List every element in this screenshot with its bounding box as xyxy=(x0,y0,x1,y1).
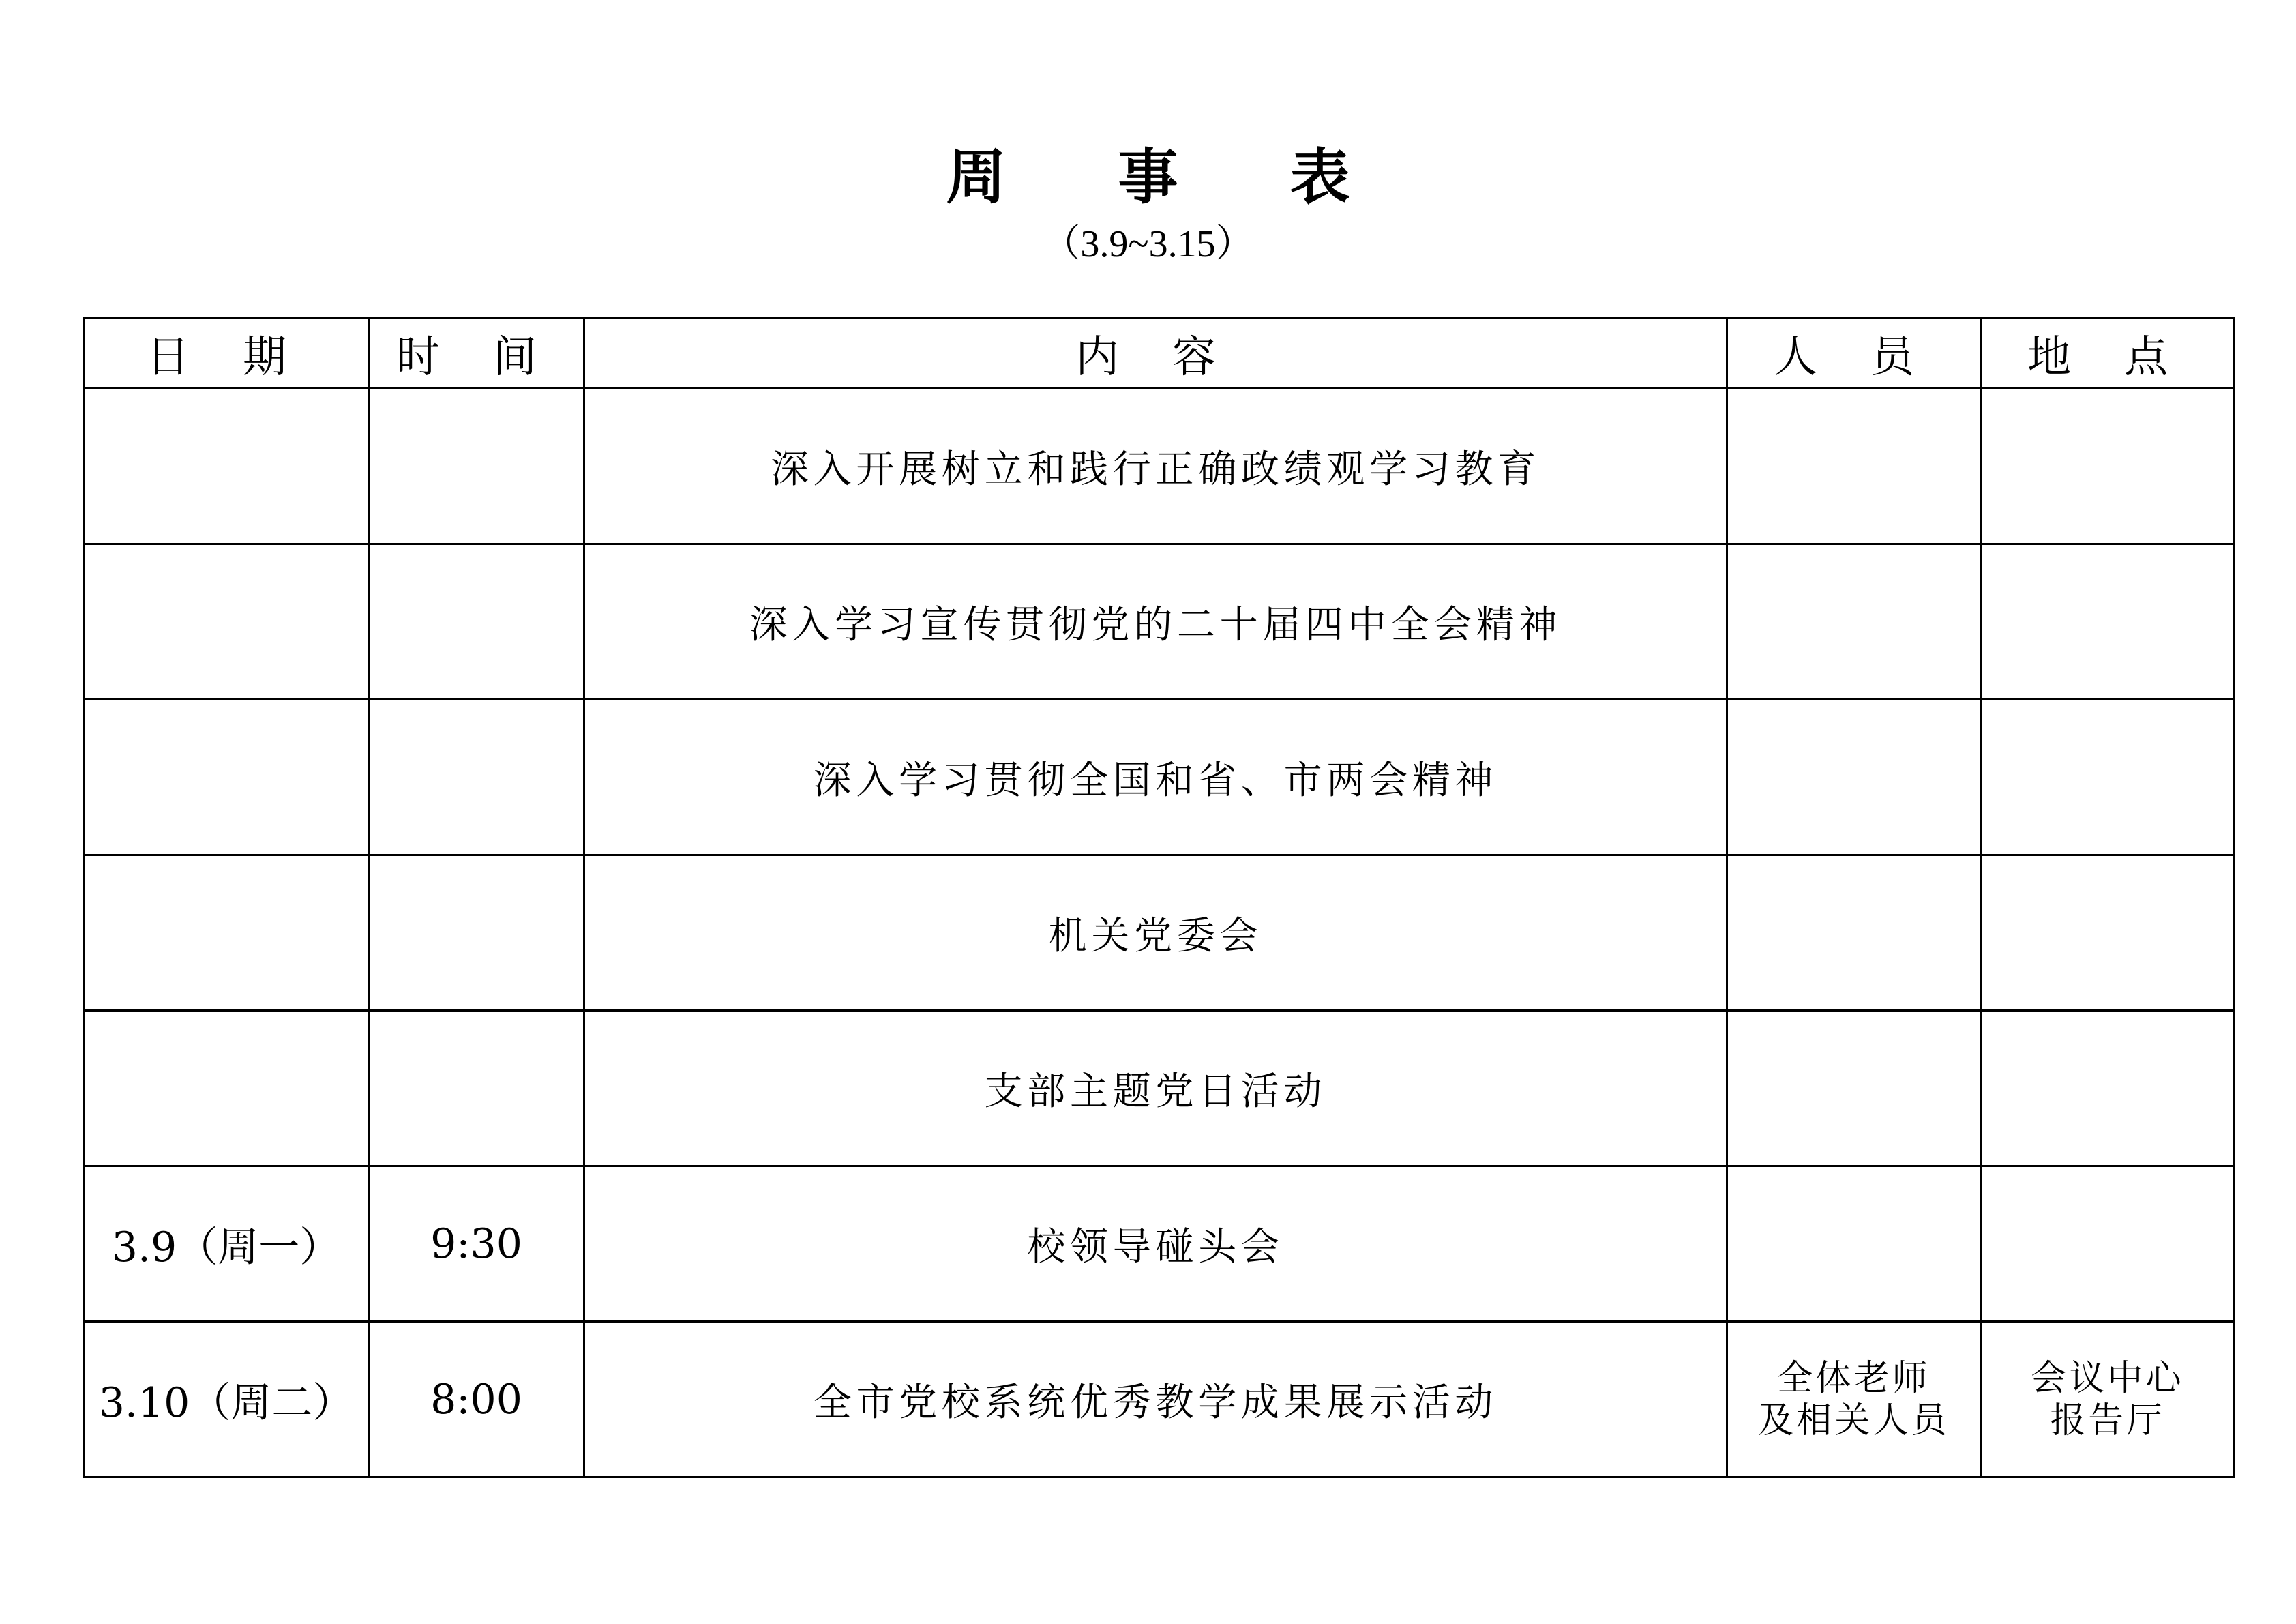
cell-date: 3.10（周二） xyxy=(84,1322,369,1477)
cell-place: 会议中心 报告厅 xyxy=(1981,1322,2235,1477)
cell-people xyxy=(1727,389,1981,544)
date-range: （3.9~3.15） xyxy=(1042,223,1254,265)
cell-content: 校领导碰头会 xyxy=(584,1166,1727,1322)
title-char: 表 xyxy=(1289,142,1350,212)
cell-time xyxy=(369,544,584,700)
cell-people xyxy=(1727,544,1981,700)
column-header-people: 人 员 xyxy=(1727,319,1981,389)
cell-place xyxy=(1981,389,2235,544)
cell-date: 3.9（周一） xyxy=(84,1166,369,1322)
table-row xyxy=(84,389,2235,544)
cell-time xyxy=(369,389,584,544)
cell-place xyxy=(1981,855,2235,1011)
cell-date xyxy=(84,544,369,700)
table-row xyxy=(84,855,2235,1011)
cell-people xyxy=(1727,1166,1981,1322)
column-header-content: 内 容 xyxy=(584,319,1727,389)
cell-content: 全市党校系统优秀教学成果展示活动 xyxy=(584,1322,1727,1477)
cell-time xyxy=(369,1011,584,1166)
title-char: 周 xyxy=(946,142,1007,212)
cell-date xyxy=(84,855,369,1011)
cell-content: 深入开展树立和践行正确政绩观学习教育 xyxy=(584,389,1727,544)
cell-people xyxy=(1727,700,1981,855)
header-row xyxy=(84,319,2235,389)
table-row xyxy=(84,1166,2235,1322)
table-row xyxy=(84,1011,2235,1166)
column-header-date: 日 期 xyxy=(84,319,369,389)
cell-date xyxy=(84,700,369,855)
cell-place xyxy=(1981,544,2235,700)
cell-people xyxy=(1727,1011,1981,1166)
column-header-place: 地 点 xyxy=(1981,319,2235,389)
cell-place xyxy=(1981,700,2235,855)
page-title xyxy=(0,136,2296,218)
cell-content: 深入学习宣传贯彻党的二十届四中全会精神 xyxy=(584,544,1727,700)
column-header-time: 时 间 xyxy=(369,319,584,389)
cell-content: 深入学习贯彻全国和省、市两会精神 xyxy=(584,700,1727,855)
cell-time: 9:30 xyxy=(369,1166,584,1322)
schedule-table xyxy=(83,317,2235,1478)
table-row xyxy=(84,544,2235,700)
cell-time xyxy=(369,855,584,1011)
cell-date xyxy=(84,389,369,544)
table-row xyxy=(84,700,2235,855)
cell-content: 机关党委会 xyxy=(584,855,1727,1011)
cell-place xyxy=(1981,1166,2235,1322)
cell-people xyxy=(1727,855,1981,1011)
cell-time xyxy=(369,700,584,855)
cell-content: 支部主题党日活动 xyxy=(584,1011,1727,1166)
cell-date xyxy=(84,1011,369,1166)
table-row xyxy=(84,1322,2235,1477)
cell-place xyxy=(1981,1011,2235,1166)
title-char: 事 xyxy=(1118,142,1178,212)
cell-people: 全体老师 及相关人员 xyxy=(1727,1322,1981,1477)
cell-time: 8:00 xyxy=(369,1322,584,1477)
